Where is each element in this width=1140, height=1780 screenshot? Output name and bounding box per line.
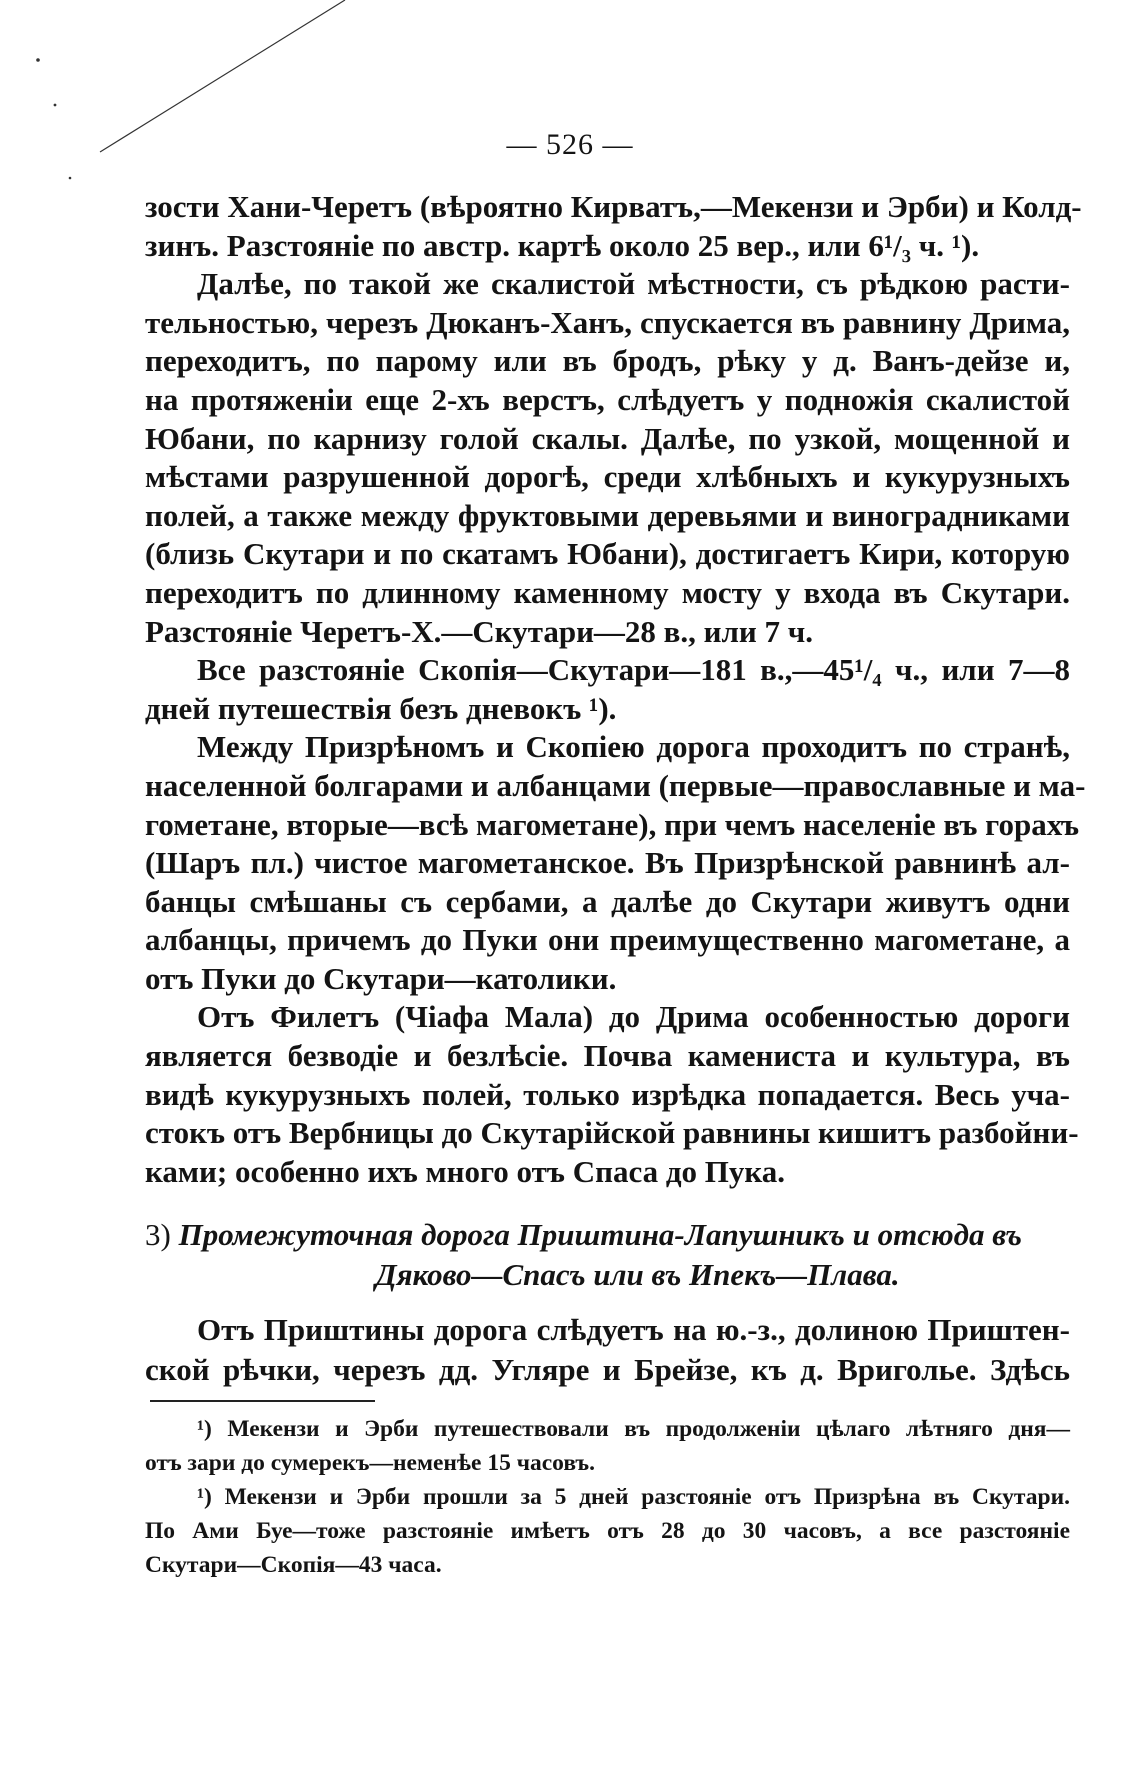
section-text — [145, 1310, 1070, 1390]
text-line: Юбани, по карнизу голой скалы. Далѣе, по узкой, мощенной и — [145, 420, 1070, 456]
text-line: Разстояніе Черетъ-Х.—Скутари—28 в., или 7 ч. — [145, 613, 814, 649]
text-line: видѣ кукурузныхъ полей, только изрѣдка попадается. Весь уча- — [145, 1076, 1070, 1112]
text-line: тельностью, черезъ Дюканъ-Ханъ, спускается въ равнину Дрима, — [145, 304, 1070, 340]
section-heading-line: Дяково—Спасъ или въ Ипекъ—Плава. — [375, 1257, 900, 1292]
text-line: Все разстояніе Скопія—Скутари—181 в.,—45¹/₄ ч., или 7—8 — [197, 652, 1070, 688]
footnote-line: ¹) Мекензи и Эрби прошли за 5 дней разстояніе отъ Призрѣна въ Скутари. — [197, 1484, 1070, 1510]
footnote-line: По Ами Буе—тоже разстояніе имѣетъ отъ 28 до 30 часовъ, а все разстояніе — [145, 1518, 1070, 1544]
footnotes — [145, 1412, 1070, 1582]
text-line: зости Хани-Черетъ (вѣроятно Кирватъ,—Мекензи и Эрби) и Колд- — [145, 189, 1082, 224]
text-line: ками; особенно ихъ много отъ Спаса до Пука. — [145, 1153, 786, 1189]
text-line: Отъ Приштины дорога слѣдуетъ на ю.-з., долиною Приштен- — [197, 1312, 1070, 1347]
section-number: 3) — [145, 1217, 171, 1252]
text-line: отъ Пуки до Скутари—католики. — [145, 960, 617, 996]
text-line: зинъ. Разстояніе по австр. картѣ около 25 вер., или 6¹/₃ ч. ¹). — [145, 227, 980, 263]
text-line: (близь Скутари и по скатамъ Юбани), достигаетъ Кири, которую — [145, 536, 1070, 572]
footnote-line: ¹) Мекензи и Эрби путешествовали въ продолженіи цѣлаго лѣтняго дня— — [197, 1416, 1070, 1442]
section-heading-line: Промежуточная дорога Приштина-Лапушникъ и отсюда въ — [178, 1217, 1022, 1252]
footnote-divider — [150, 1400, 375, 1402]
text-line: переходитъ по длинному каменному мосту у входа въ Скутари. — [145, 574, 1070, 610]
text-line: мѣстами разрушенной дорогѣ, среди хлѣбныхъ и кукурузныхъ — [145, 459, 1070, 495]
text-line: банцы смѣшаны съ сербами, а далѣе до Скутари живутъ одни — [145, 883, 1070, 919]
text-line: дней путешествія безъ дневокъ ¹). — [145, 690, 617, 726]
text-line: является безводіе и безлѣсіе. Почва камениста и культура, въ — [145, 1038, 1070, 1074]
text-line: стокъ отъ Вербницы до Скутарійской равнины кишитъ разбойни- — [145, 1115, 1079, 1151]
text-line: населенной болгарами и албанцами (первые—православные и ма- — [145, 767, 1086, 803]
text-line: Отъ Филетъ (Чіафа Мала) до Дрима особенностью дороги — [197, 999, 1070, 1035]
text-line: на протяженіи еще 2-хъ верстъ, слѣдуетъ у подножія скалистой — [145, 381, 1070, 417]
text-line: (Шаръ пл.) чистое магометанское. Въ Призрѣнской равнинѣ ал- — [145, 845, 1070, 881]
main-text — [145, 188, 1086, 1191]
text-line: Между Призрѣномъ и Скопіею дорога проходитъ по странѣ, — [197, 729, 1070, 765]
text-line: Далѣе, по такой же скалистой мѣстности, съ рѣдкою расти- — [197, 266, 1070, 302]
page-number: — 526 — — [506, 128, 634, 161]
section-heading — [145, 1215, 1070, 1295]
text-line: гометане, вторые—всѣ магометане), при чемъ населеніе въ горахъ — [145, 806, 1080, 842]
text-line: полей, а также между фруктовыми деревьями и виноградниками — [145, 497, 1070, 533]
text-line: албанцы, причемъ до Пуки они преимущественно магометане, а — [145, 922, 1070, 958]
text-line: переходитъ, по парому или въ бродъ, рѣку у д. Ванъ-дейзе и, — [145, 343, 1070, 379]
footnote-line: отъ зари до сумерекъ—неменѣе 15 часовъ. — [145, 1450, 595, 1476]
text-line: ской рѣчки, черезъ дд. Угляре и Брейзе, къ д. Вриголье. Здѣсь — [145, 1352, 1070, 1387]
footnote-line: Скутари—Скопія—43 часа. — [145, 1552, 442, 1578]
